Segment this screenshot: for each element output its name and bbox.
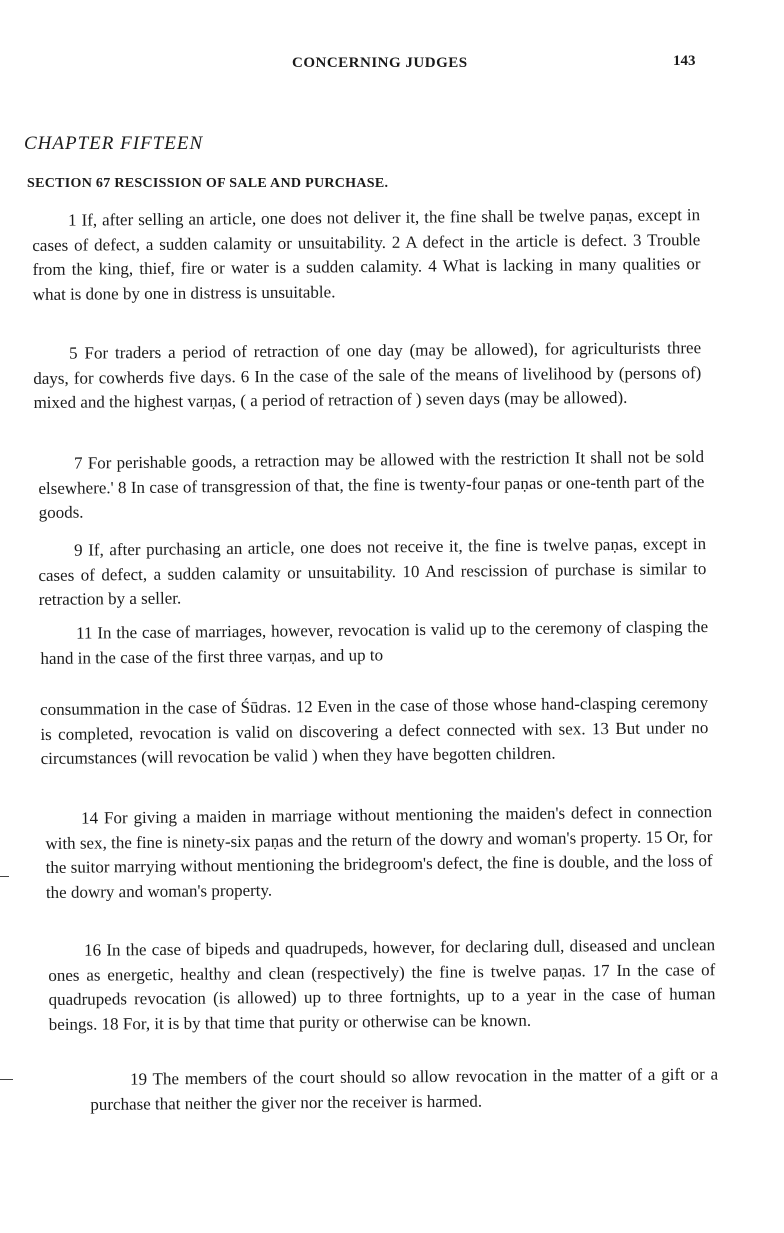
running-title: CONCERNING JUDGES xyxy=(292,55,468,71)
paragraph-8: 16 In the case of bipeds and quadrupeds, however, for declaring dull, diseased and unclean ones as energetic, healthy and clean (respectively) the fine is twelve paṇas. 17 In the case of quadrupeds revocation (is allowed) up to three fortnights, up to a year in the case of human beings. 18 For, it is by that time that purity or otherwise can be known. xyxy=(48,935,716,1034)
paragraph-9: 19 The members of the court should so allow revocation in the matter of a gift or a purchase that neither the giver nor the receiver is harmed. xyxy=(90,1064,719,1114)
paragraph-5: 11 In the case of marriages, however, revocation is valid up to the ceremony of clasping the hand in the case of the first three varṇas, and up to xyxy=(40,617,709,668)
paragraph-2: 5 For traders a period of retraction of one day (may be allowed), for agriculturists three days, for cowherds five days. 6 In the case of the sale of the means of livelihood by (persons of) mixed and the highest varṇas, ( a period of retraction of ) seven days (may be allowed). xyxy=(33,338,702,412)
page-header xyxy=(0,55,784,79)
scan-mark xyxy=(0,1079,13,1080)
page-number: 143 xyxy=(673,53,696,69)
paragraph-3: 7 For perishable goods, a retraction may be allowed with the restriction It shall not be sold elsewhere.' 8 In case of transgression of that, the fine is twenty-four paṇas or one-tenth part of the goods. xyxy=(38,447,705,522)
paragraph-4: 9 If, after purchasing an article, one does not receive it, the fine is twelve paṇas, except in cases of defect, a sudden calamity or unsuitability. 10 And rescission of purchase is similar to retraction by a seller. xyxy=(38,534,707,609)
paragraph-6: consummation in the case of Śūdras. 12 Even in the case of those whose hand-clasping ceremony is completed, revocation is valid on discovering a defect connected with sex. 13 But under no circumstances (will revocation be valid ) when they have begotten children. xyxy=(40,693,709,768)
scan-mark xyxy=(0,876,9,877)
section-heading: SECTION 67 RESCISSION OF SALE AND PURCHASE. xyxy=(27,176,389,191)
chapter-title: CHAPTER FIFTEEN xyxy=(24,133,204,154)
paragraph-1: 1 If, after selling an article, one does not deliver it, the fine shall be twelve paṇas, except in cases of defect, a sudden calamity or unsuitability. 2 A defect in the article is defect. 3 Trouble from the king, thief, fire or water is a sudden calamity. 4 What is lacking in many qualities or what is done by one in distress is unsuitable. xyxy=(32,205,701,304)
paragraph-7: 14 For giving a maiden in marriage without mentioning the maiden's defect in connection with sex, the fine is ninety-six paṇas and the return of the dowry and woman's property. 15 Or, for the suitor marrying without mentioning the bridegroom's defect, the fine is double, and the loss of the dowry and woman's property. xyxy=(45,802,713,902)
